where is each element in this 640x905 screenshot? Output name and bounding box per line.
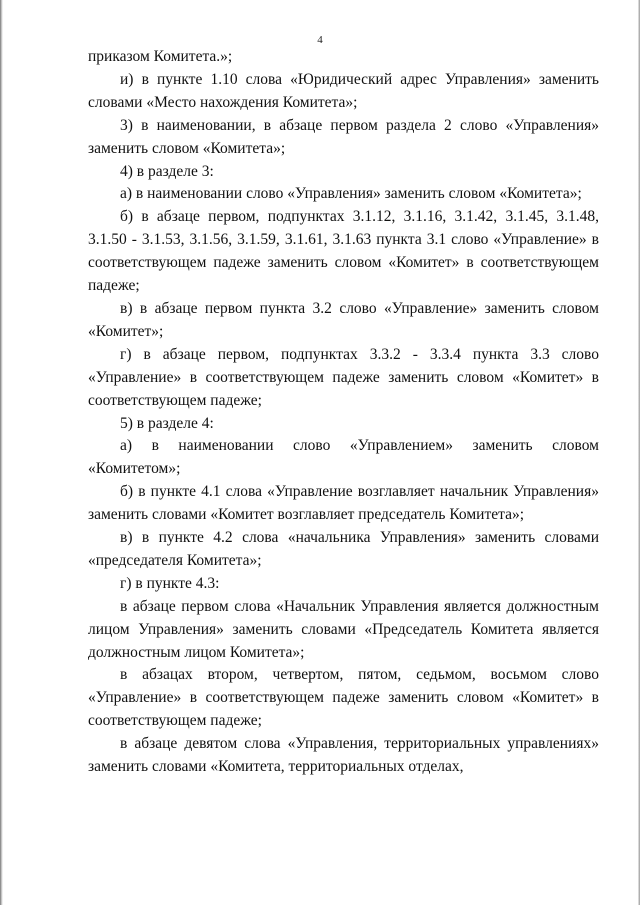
paragraph: приказом Комитета.»; xyxy=(88,48,233,65)
paragraph: 5) в разделе 4: xyxy=(120,414,214,432)
paragraph: б) в абзаце первом, подпунктах 3.1.12, 3.1.16, 3.1.42, 3.1.45, 3.1.48, 3.1.50 - 3.1.53, 3.1.56, 3.1.59, 3.1.61, 3.1.63 пункта 3.1 слово «Управление» в соответствующем падеже заменить словом «Комитет» в соответствующем падеже; xyxy=(88,208,599,295)
paragraph: в) в пункте 4.2 слова «начальника Управления» заменить словами «председателя Комитета»; xyxy=(88,529,599,569)
paragraph: а) в наименовании слово «Управления» заменить словом «Комитета»; xyxy=(120,185,582,203)
paragraph: в абзацах втором, четвертом, пятом, седьмом, восьмом слово «Управление» в соответствующем падеже заменить словом «Комитет» в соответствующем падеже; xyxy=(88,666,599,730)
paragraph: в абзаце первом слова «Начальник Управления является должностным лицом Управления» заменить словами «Председатель Комитета является должностным лицом Комитета»; xyxy=(88,597,599,661)
page-number: 4 xyxy=(317,34,323,46)
paragraph: 4) в разделе 3: xyxy=(120,162,214,180)
paragraph: в) в абзаце первом пункта 3.2 слово «Управление» заменить словом «Комитет»; xyxy=(88,299,599,340)
paragraph: и) в пункте 1.10 слова «Юридический адрес Управления» заменить словами «Место нахождения Комитета»; xyxy=(88,70,599,111)
paragraph: 3) в наименовании, в абзаце первом раздела 2 слово «Управления» заменить словом «Комитета»; xyxy=(88,116,599,157)
paragraph: б) в пункте 4.1 слова «Управление возглавляет начальник Управления» заменить словами «Комитет возглавляет председатель Комитета»; xyxy=(88,483,599,524)
paragraph: в абзаце девятом слова «Управления, территориальных управлениях» заменить словами «Комитета, территориальных отделах, xyxy=(88,735,599,776)
scan-edge-left xyxy=(0,0,3,905)
paragraph: г) в пункте 4.3: xyxy=(120,574,220,592)
document-body xyxy=(88,46,599,779)
paragraph: г) в абзаце первом, подпунктах 3.3.2 - 3.3.4 пункта 3.3 слово «Управление» в соответствующем падеже заменить словом «Комитет» в соответствующем падеже; xyxy=(88,345,599,409)
paragraph: а) в наименовании слово «Управлением» заменить словом «Комитетом»; xyxy=(88,437,599,478)
